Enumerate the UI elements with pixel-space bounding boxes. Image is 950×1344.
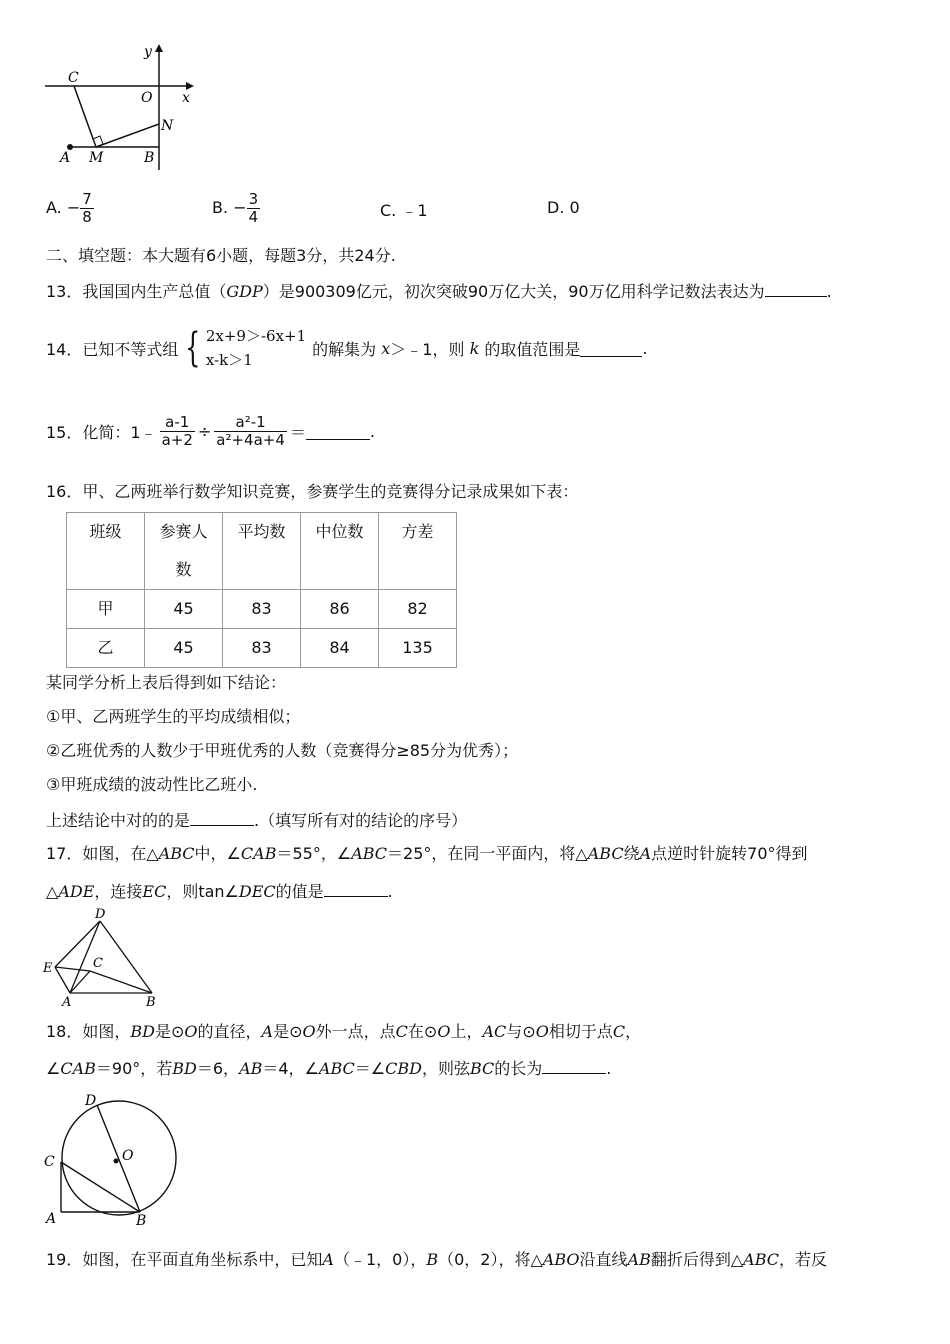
x-axis-arrow: [186, 82, 194, 90]
question-17-line-1: 17．如图，在△ABC中，∠CAB＝55°，∠ABC＝25°，在同一平面内，将△ABC绕A点逆时针旋转70°得到: [46, 844, 808, 863]
question-18-line-2: ∠CAB＝90°，若BD＝6，AB＝4，∠ABC＝∠CBD，则弦BC的长为 .: [46, 1059, 612, 1078]
header-mean: 平均数: [223, 513, 301, 590]
label-c: C: [93, 956, 103, 971]
seg-ec: [55, 967, 90, 971]
table-row: 乙 45 83 84 135: [67, 629, 457, 668]
header-variance: 方差: [379, 513, 457, 590]
question-17-line-2: △ADE，连接EC，则tan∠DEC的值是 .: [46, 882, 393, 901]
center-o: [114, 1159, 119, 1164]
label-d: D: [85, 1093, 97, 1109]
table-header-row: [67, 513, 457, 590]
label-o: O: [122, 1148, 134, 1164]
q16-answer-blank[interactable]: [190, 809, 254, 826]
q16-prompt: 上述结论中对的的是 .（填写所有对的结论的序号）: [46, 811, 468, 830]
question-13: 13．我国国内生产总值（GDP）是900309亿元，初次突破90万亿大关，90万亿用科学记数法表达为 .: [46, 282, 832, 301]
seg-db: [97, 1105, 140, 1212]
question-16: 16．甲、乙两班举行数学知识竞赛，参赛学生的竞赛得分记录成果如下表：: [46, 482, 579, 501]
label-c: C: [44, 1154, 55, 1170]
question-15: 15． 化简：1﹣ $\frac{a-1}{a+2}$ ÷ $\frac{\text{a²-1}}{\text{a²+4a+4}}$ ＝ .: [46, 412, 376, 449]
label-a: A: [46, 1211, 57, 1227]
q18-answer-blank[interactable]: [542, 1057, 606, 1074]
label-b: B: [136, 1213, 147, 1229]
q15-answer-blank[interactable]: [306, 423, 370, 440]
analysis-intro: 某同学分析上表后得到如下结论：: [46, 673, 287, 692]
question-18-line-1: 18．如图，BD是⊙O的直径，A是⊙O外一点，点C在⊙O上，AC与⊙O相切于点C，: [46, 1022, 642, 1041]
label-o: O: [141, 90, 153, 106]
system-brace: {: [185, 325, 201, 371]
header-class: 班级: [67, 513, 145, 590]
conclusion-1: ①甲、乙两班学生的平均成绩相似；: [46, 707, 301, 726]
label-d: D: [95, 907, 106, 922]
seg-ae: [55, 967, 70, 993]
conclusion-3: ③甲班成绩的波动性比乙班小.: [46, 775, 258, 794]
line-cm: [74, 86, 96, 147]
conclusion-2: ②乙班优秀的人数少于甲班优秀的人数（竞赛得分≥85分为优秀）；: [46, 741, 519, 760]
q18-figure: [38, 1085, 188, 1230]
inequality-system: [180, 323, 306, 373]
option-c[interactable]: C. ﹣1: [380, 201, 428, 220]
q17-figure: [40, 905, 170, 1010]
label-m: M: [89, 150, 104, 166]
label-b: B: [144, 150, 155, 166]
fraction-1: $\frac{a-1}{a+2}$: [161, 412, 193, 449]
line-mn: [96, 124, 159, 147]
section-heading: 二、填空题：本大题有6小题，每题3分，共24分.: [46, 246, 396, 265]
header-participants: 参赛人 数: [145, 513, 223, 590]
y-axis-arrow: [155, 44, 163, 52]
q13-answer-blank[interactable]: [765, 280, 827, 297]
option-b[interactable]: B. − $\frac{3}{4}$: [212, 190, 259, 226]
score-table: [66, 512, 457, 668]
table-row: 甲 45 83 86 82: [67, 590, 457, 629]
label-n: N: [161, 118, 174, 134]
q12-figure: [40, 40, 200, 175]
inequality-2: x-k＞1: [205, 351, 253, 369]
label-x: x: [182, 90, 190, 106]
option-d[interactable]: D. 0: [547, 198, 580, 217]
fraction-2: $\frac{\text{a²-1}}{\text{a²+4a+4}}$: [216, 412, 285, 449]
label-a: A: [60, 150, 71, 166]
option-a[interactable]: A. − $\frac{7}{8}$: [46, 190, 92, 226]
inequality-1: 2x+9＞-6x+1: [205, 327, 307, 345]
label-e: E: [43, 961, 53, 976]
seg-cb: [90, 971, 152, 993]
label-y: y: [144, 44, 152, 60]
seg-db: [100, 921, 152, 993]
seg-cb: [61, 1162, 140, 1212]
option-b-fraction: $\frac{3}{4}$: [248, 190, 259, 226]
header-median: 中位数: [301, 513, 379, 590]
q14-answer-blank[interactable]: [580, 340, 642, 357]
seg-ac: [70, 971, 90, 993]
question-14: 14． 已知不等式组 { 2x+9＞-6x+1 x-k＞1 的解集为 x ＞﹣1，则 k 的取值范围是 .: [46, 325, 648, 371]
label-a: A: [62, 995, 72, 1010]
q17-answer-blank[interactable]: [324, 880, 388, 897]
option-a-fraction: $\frac{7}{8}$: [82, 190, 92, 226]
label-b: B: [146, 995, 156, 1010]
question-19: 19．如图，在平面直角坐标系中，已知A（﹣1，0），B（0，2），将△ABO沿直线AB翻折后得到△ABC，若反: [46, 1250, 828, 1269]
label-c: C: [68, 70, 79, 86]
